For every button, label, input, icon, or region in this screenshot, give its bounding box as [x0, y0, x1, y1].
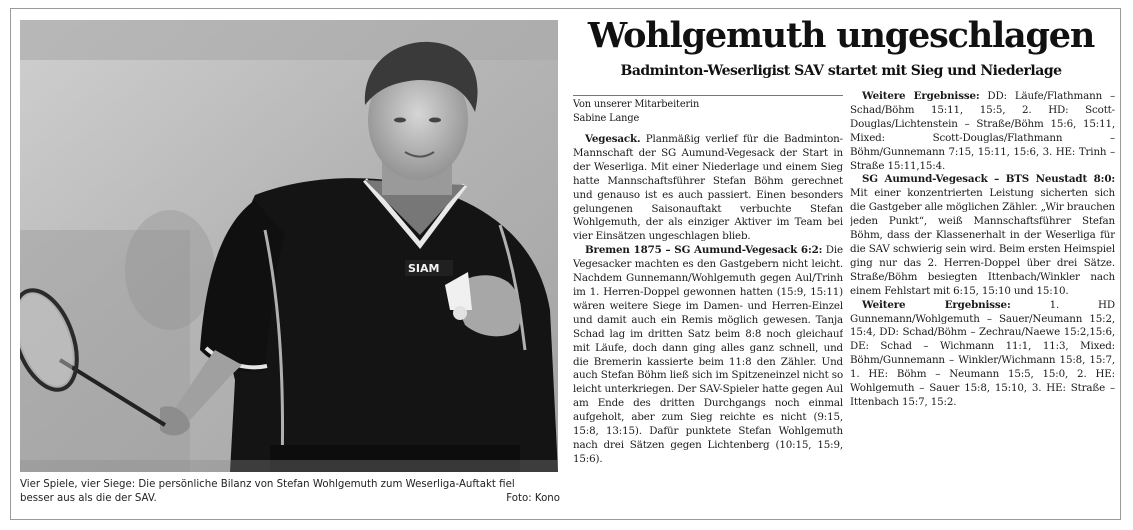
paragraph-match-2-text: Mit einer konzentrierten Leistung sicherten sich die Gastgeber alle möglichen Zähler. „Wir brauchen jeden Punkt“, weiß Mannschaftsführer Stefan Böhm, dass der Klassenerhalt in der Weserliga für die SAV schwierig sein wird. Beim ersten Heimspiel ging nur das 2. Herren-Doppel über drei Sätze. Straße/Böhm besiegten Ittenbach/Winkler nach einem Fehlstart mit 6:15, 15:10 und 15:10.	[850, 187, 1115, 297]
paragraph-results-2-text: 1. HD Gunnemann/Wohlgemuth – Sauer/Neumann 15:2, 15:4, DD: Schad/Böhm – Zechrau/Naewe 15:2,15:6, DE: Schad – Wichmann 11:1, 11:3, Mixed: Böhm/Gunnemann – Winkler/Wichmann 15:8, 15:7, 1. HE: Böhm – Neumann 15:5, 15:0, 2. HE: Wohlgemuth – Sauer 15:8, 15:10, 3. HE: Straße – Ittenbach 15:7, 15:2.	[850, 298, 1115, 408]
caption-line-1: Vier Spiele, vier Siege: Die persönliche Bilanz von Stefan Wohlgemuth zum Weserliga-Auftakt fiel	[20, 479, 515, 490]
photo-credit: Foto: Kono	[506, 493, 560, 504]
paragraph-results-2	[850, 299, 1115, 410]
paragraph-results-2-lead: Weitere Ergebnisse:	[862, 298, 1011, 311]
article-subhead: Badminton-Weserligist SAV startet mit Sieg und Niederlage	[620, 63, 1062, 79]
paragraph-match-2-lead: SG Aumund-Vegesack – BTS Neustadt 8:0:	[862, 173, 1115, 186]
paragraph-match-2	[850, 173, 1115, 298]
text-column-1	[573, 95, 843, 515]
article-headline: Wohlgemuth ungeschlagen	[587, 15, 1095, 56]
paragraph-match-1-lead: Bremen 1875 – SG Aumund-Vegesack 6:2:	[585, 244, 823, 257]
paragraph-intro-text: Planmäßig verlief für die Badminton-Mannschaft der SG Aumund-Vegesack der Start in der Weserliga. Mit einer Niederlage und einem Sieg hatte Mannschaftsführer Stefan Böhm gerechnet und genauso ist es auch passiert. Einen besonders gelungenen Saisonauftakt verbuchte Stefan Wohlgemuth, der als einziger Aktiver im Team bei vier Einsätzen ungeschlagen blieb.	[573, 133, 843, 243]
badminton-player-image	[20, 20, 558, 472]
text-column-2	[850, 90, 1115, 510]
paragraph-results-1-text: DD: Läufe/Flathmann – Schad/Böhm 15:11, 15:5, 2. HD: Scott-Douglas/Lichtenstein – Straße/Böhm 15:6, 15:11, Mixed: Scott-Douglas/Flathmann – Böhm/Gunnemann 7:15, 15:11, 15:6, 3. HE: Trinh – Straße 15:11,15:4.	[850, 90, 1115, 172]
byline	[573, 95, 843, 125]
paragraph-intro-lead: Vegesack.	[585, 133, 641, 145]
paragraph-intro	[573, 133, 843, 244]
photo-caption	[20, 478, 560, 506]
paragraph-match-1-text: Die Vegesacker machten es den Gastgebern nicht leicht. Nachdem Gunnemann/Wohlgemuth gegen Aul/Trinh im 1. Herren-Doppel gewonnen hatten (15:9, 15:11) wären weitere Siege im Damen- und Herren-Einzel und damit auch ein Remis möglich gewesen. Tanja Schad lag im dritten Satz beim 8:8 noch gleichauf mit Läufe, doch dann ging alles ganz schnell, und die Bremerin kassierte beim 11:8 den Zähler. Und auch Stefan Böhm ließ sich im Spitzeneinzel nicht so leicht unterkriegen. Der SAV-Spieler hatte gegen Aul am Ende des dritten Durchgangs noch einmal aufgeholt, aber zum Sieg reichte es nicht (9:15, 15:8, 13:15). Dafür punktete Stefan Wohlgemuth nach drei Sätzen gegen Lichtenberg (10:15, 15:9, 15:6).	[573, 244, 843, 465]
caption-line-2: besser aus als die der SAV.	[20, 493, 157, 504]
article-photo	[20, 20, 558, 472]
paragraph-results-1-lead: Weitere Ergebnisse:	[862, 90, 980, 102]
byline-line-1: Von unserer Mitarbeiterin	[573, 99, 700, 110]
paragraph-results-1	[850, 90, 1115, 173]
paragraph-match-1	[573, 244, 843, 467]
byline-author: Sabine Lange	[573, 112, 640, 124]
shirt-logo: SIAM	[408, 262, 440, 275]
